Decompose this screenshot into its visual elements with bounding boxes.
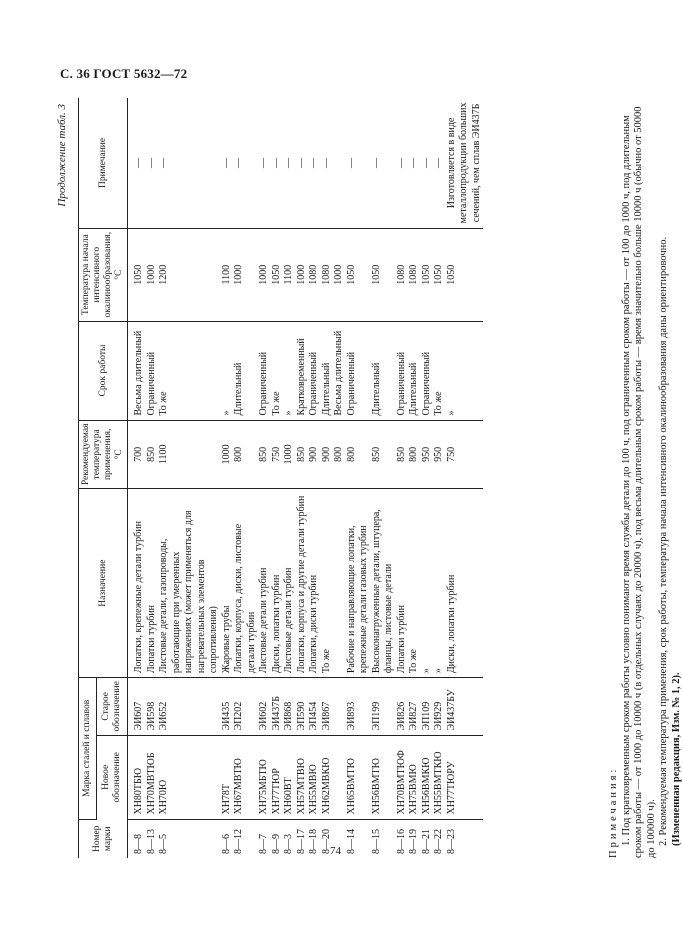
note: — bbox=[308, 98, 321, 228]
table-row bbox=[433, 98, 446, 858]
scale-temp: 1050 bbox=[371, 228, 396, 321]
recommended-temp: 850 bbox=[371, 420, 396, 489]
col-header-note: Примечание bbox=[79, 98, 128, 228]
old-designation: ЭИ867 bbox=[321, 678, 334, 735]
scale-temp: 1100 bbox=[283, 228, 296, 321]
recommended-temp: 950 bbox=[421, 420, 434, 489]
new-designation: ХН65ВМТЮ bbox=[346, 735, 371, 819]
col-header-scale-temp: Температура начала интенсивного окалинообразования, °С bbox=[79, 228, 128, 321]
recommended-temp: 1000 bbox=[283, 420, 296, 489]
service-term: » bbox=[221, 321, 234, 420]
note: — bbox=[396, 98, 409, 228]
service-term: Ограниченный bbox=[396, 321, 409, 420]
old-designation: ЭИ827 bbox=[408, 678, 421, 735]
scale-temp: 1000 bbox=[258, 228, 271, 321]
row-number: 8—5 bbox=[158, 834, 169, 854]
scale-temp: 1000 bbox=[296, 228, 309, 321]
col-header-term: Срок работы bbox=[79, 321, 128, 420]
purpose: Лопатки, корпуса и другие детали турбин bbox=[296, 489, 309, 678]
table-row bbox=[221, 98, 234, 858]
note: — bbox=[146, 98, 159, 228]
row-number: 8—8 bbox=[133, 834, 144, 854]
recommended-temp: 800 bbox=[346, 420, 371, 489]
col-header-old: Старое обозначение bbox=[97, 678, 128, 735]
recommended-temp: 1100 bbox=[158, 420, 221, 489]
service-term: Длительный bbox=[321, 321, 334, 420]
purpose: То же bbox=[321, 489, 334, 678]
table-row bbox=[346, 98, 371, 858]
recommended-temp: 850 bbox=[396, 420, 409, 489]
service-term: То же bbox=[158, 321, 221, 420]
row-number: 8—22 bbox=[433, 829, 444, 854]
page-header: С. 36 ГОСТ 5632—72 bbox=[60, 66, 188, 81]
new-designation bbox=[333, 735, 346, 819]
notes-title: Примечания: bbox=[608, 766, 619, 858]
service-term: Весьма длительный bbox=[128, 321, 146, 420]
old-designation: ЭП454 bbox=[308, 678, 321, 735]
service-term: Длительный bbox=[408, 321, 421, 420]
service-term: Ограниченный bbox=[146, 321, 159, 420]
purpose bbox=[333, 489, 346, 678]
purpose: » bbox=[433, 489, 446, 678]
scale-temp: 1200 bbox=[158, 228, 221, 321]
service-term: Весьма длительный bbox=[333, 321, 346, 420]
recommended-temp: 900 bbox=[321, 420, 334, 489]
recommended-temp: 850 bbox=[258, 420, 271, 489]
col-header-purpose: Назначение bbox=[79, 489, 128, 678]
table-row bbox=[371, 98, 396, 858]
row-number: 8—3 bbox=[283, 834, 294, 854]
scale-temp: 1000 bbox=[146, 228, 159, 321]
recommended-temp: 850 bbox=[296, 420, 309, 489]
table-body bbox=[128, 98, 484, 858]
service-term: » bbox=[446, 321, 484, 420]
purpose: Жаровые трубы bbox=[221, 489, 234, 678]
row-number: 8—20 bbox=[320, 829, 332, 854]
scale-temp: 1080 bbox=[396, 228, 409, 321]
rotated-table-block bbox=[56, 98, 682, 858]
recommended-temp: 750 bbox=[446, 420, 484, 489]
new-designation: ХН70МВТЮБ bbox=[146, 735, 159, 819]
table-row bbox=[128, 98, 146, 858]
table-row bbox=[271, 98, 284, 858]
note: — bbox=[271, 98, 284, 228]
new-designation: ХН55ВМТКЮ bbox=[433, 735, 446, 819]
new-designation: ХН75ВМЮ bbox=[408, 735, 421, 819]
row-number: 8—21 bbox=[420, 829, 432, 854]
scale-temp: 1100 bbox=[221, 228, 234, 321]
table-row bbox=[146, 98, 159, 858]
table-caption: Продолжение табл. 3 bbox=[56, 104, 68, 207]
purpose: Рабочие и направляющие лопатки, крепежные детали газовых турбин bbox=[346, 489, 371, 678]
table-row bbox=[396, 98, 409, 858]
service-term: Кратковременный bbox=[296, 321, 309, 420]
old-designation: ЭИ826 bbox=[396, 678, 409, 735]
note: — bbox=[283, 98, 296, 228]
old-designation: ЭИ437Б bbox=[271, 678, 284, 735]
page-number: 74 bbox=[330, 845, 341, 857]
recommended-temp: 750 bbox=[271, 420, 284, 489]
note: — bbox=[296, 98, 309, 228]
service-term: То же bbox=[433, 321, 446, 420]
note: — bbox=[158, 98, 221, 228]
table-row bbox=[308, 98, 321, 858]
row-number: 8—7 bbox=[258, 834, 269, 854]
recommended-temp: 700 bbox=[128, 420, 146, 489]
row-number: 8—6 bbox=[220, 834, 232, 854]
recommended-temp: 800 bbox=[233, 420, 258, 489]
purpose: Лопатки турбин bbox=[146, 489, 159, 678]
scale-temp: 1050 bbox=[421, 228, 434, 321]
table-row bbox=[233, 98, 258, 858]
note: — bbox=[433, 98, 446, 228]
service-term: То же bbox=[271, 321, 284, 420]
service-term: Длительный bbox=[371, 321, 396, 420]
old-designation: ЭП202 bbox=[233, 678, 258, 735]
purpose: Диски, лопатки турбин bbox=[446, 489, 484, 678]
new-designation: ХН60ВТ bbox=[283, 735, 296, 819]
row-number: 8—15 bbox=[370, 829, 382, 854]
old-designation: ЭИ607 bbox=[128, 678, 146, 735]
row-number: 8—17 bbox=[295, 829, 307, 854]
note: — bbox=[258, 98, 271, 228]
old-designation: ЭП590 bbox=[296, 678, 309, 735]
old-designation: ЭП109 bbox=[421, 678, 434, 735]
col-header-grade-group: Марка сталей и сплавов bbox=[79, 678, 97, 819]
service-term: Ограниченный bbox=[308, 321, 321, 420]
service-term: Длительный bbox=[233, 321, 258, 420]
note: — bbox=[221, 98, 234, 228]
old-designation: ЭИ893 bbox=[346, 678, 371, 735]
row-number: 8—12 bbox=[233, 829, 244, 854]
new-designation: ХН55МВЮ bbox=[308, 735, 321, 819]
scale-temp: 1080 bbox=[321, 228, 334, 321]
row-number: 8—18 bbox=[308, 829, 319, 854]
note: — bbox=[346, 98, 371, 228]
scale-temp: 1050 bbox=[271, 228, 284, 321]
purpose: Листовые детали турбин bbox=[258, 489, 271, 678]
old-designation: ЭИ435 bbox=[221, 678, 234, 735]
recommended-temp: 950 bbox=[433, 420, 446, 489]
scale-temp: 1080 bbox=[308, 228, 321, 321]
recommended-temp: 850 bbox=[146, 420, 159, 489]
service-term: Ограниченный bbox=[421, 321, 434, 420]
row-number: 8—16 bbox=[395, 829, 407, 854]
row-number: 8—23 bbox=[445, 829, 457, 854]
new-designation: ХН56ВМТЮ bbox=[371, 735, 396, 819]
new-designation: ХН62МВКЮ bbox=[321, 735, 334, 819]
scale-temp: 1080 bbox=[408, 228, 421, 321]
scale-temp: 1000 bbox=[333, 228, 346, 321]
scale-temp: 1050 bbox=[346, 228, 371, 321]
col-header-temp: Рекомендуемая температура применения, °С bbox=[79, 420, 128, 489]
old-designation: ЭИ598 bbox=[146, 678, 159, 735]
recommended-temp: 1000 bbox=[221, 420, 234, 489]
table-row bbox=[446, 98, 484, 858]
note: Изготовляется в виде металлопродукции больших сечений, чем сплав ЭИ437Б bbox=[446, 98, 484, 228]
new-designation: ХН77ТЮР bbox=[271, 735, 284, 819]
scale-temp: 1050 bbox=[128, 228, 146, 321]
row-number: 8—14 bbox=[345, 829, 357, 854]
old-designation: ЭП199 bbox=[371, 678, 396, 735]
service-term: Ограниченный bbox=[346, 321, 371, 420]
table-row bbox=[321, 98, 334, 858]
purpose: Лопатки, корпуса, диски, листовые детали турбин bbox=[233, 489, 258, 678]
table-row bbox=[258, 98, 271, 858]
purpose: » bbox=[421, 489, 434, 678]
service-term: Ограниченный bbox=[258, 321, 271, 420]
note: — bbox=[233, 98, 258, 228]
new-designation: ХН75МБТЮ bbox=[258, 735, 271, 819]
purpose: Высоконагруженные детали, штуцера, фланцы, листовые детали bbox=[371, 489, 396, 678]
purpose: Лопатки, крепежные детали турбин bbox=[128, 489, 146, 678]
scale-temp: 1050 bbox=[446, 228, 484, 321]
purpose: Диски, лопатки турбин bbox=[271, 489, 284, 678]
old-designation: ЭИ868 bbox=[283, 678, 296, 735]
new-designation: ХН80ТБЮ bbox=[128, 735, 146, 819]
row-number: 8—9 bbox=[270, 834, 282, 854]
steel-grades-table bbox=[78, 98, 483, 858]
new-designation: ХН70ВМТЮФ bbox=[396, 735, 409, 819]
recommended-temp: 800 bbox=[408, 420, 421, 489]
note bbox=[333, 98, 346, 228]
notes-block bbox=[608, 98, 683, 858]
row-number: 8—13 bbox=[145, 829, 157, 854]
note: — bbox=[321, 98, 334, 228]
new-designation: ХН77ТЮРУ bbox=[446, 735, 484, 819]
table-row bbox=[421, 98, 434, 858]
new-designation: ХН67МВТЮ bbox=[233, 735, 258, 819]
old-designation: ЭИ437БУ bbox=[446, 678, 484, 735]
recommended-temp: 900 bbox=[308, 420, 321, 489]
table-row bbox=[296, 98, 309, 858]
new-designation: ХН56ВМКЮ bbox=[421, 735, 434, 819]
service-term: » bbox=[283, 321, 296, 420]
scale-temp: 1000 bbox=[233, 228, 258, 321]
old-designation bbox=[333, 678, 346, 735]
edition-note: (Измененная редакция, Изм. № 1, 2). bbox=[670, 672, 682, 846]
row-number: 8—19 bbox=[408, 829, 419, 854]
note: — bbox=[421, 98, 434, 228]
table-row bbox=[408, 98, 421, 858]
old-designation: ЭИ652 bbox=[158, 678, 221, 735]
note: — bbox=[128, 98, 146, 228]
table-row bbox=[283, 98, 296, 858]
purpose: Листовые детали турбин bbox=[283, 489, 296, 678]
table-row bbox=[158, 98, 221, 858]
note-2: 2. Рекомендуемая температура применения, срок работы, температура начала интенсивного окалинообразования даны ориентировочно. bbox=[658, 236, 669, 846]
recommended-temp: 800 bbox=[333, 420, 346, 489]
purpose: Листовые детали, газопроводы, работающие при умеренных напряжениях (может применяться для нагревательных элементов сопротивления) bbox=[158, 489, 221, 678]
purpose: Лопатки, диски турбин bbox=[308, 489, 321, 678]
new-designation: ХН78Т bbox=[221, 735, 234, 819]
table-row bbox=[333, 98, 346, 858]
purpose: То же bbox=[408, 489, 421, 678]
col-header-new: Новое обозначение bbox=[97, 735, 128, 819]
scale-temp: 1050 bbox=[433, 228, 446, 321]
old-designation: ЭИ602 bbox=[258, 678, 271, 735]
note: — bbox=[371, 98, 396, 228]
new-designation: ХН70Ю bbox=[158, 735, 221, 819]
col-header-number: Номер марки bbox=[79, 819, 128, 858]
new-designation: ХН57МТВЮ bbox=[296, 735, 309, 819]
note-1: 1. Под кратковременным сроком работы условно понимают время службы детали до 100 ч, под ограниченным сроком работы — от 100 до 1000 ч, под длительным сроком работы — от 1000 до 10000 ч (в отдельных случаях до 20000 ч), под весьма длительным сроком работы — время значительно больше 10000 ч (обычно от 50000 до 100000 ч). bbox=[620, 106, 657, 858]
old-designation: ЭИ929 bbox=[433, 678, 446, 735]
note: — bbox=[408, 98, 421, 228]
purpose: Лопатки турбин bbox=[396, 489, 409, 678]
